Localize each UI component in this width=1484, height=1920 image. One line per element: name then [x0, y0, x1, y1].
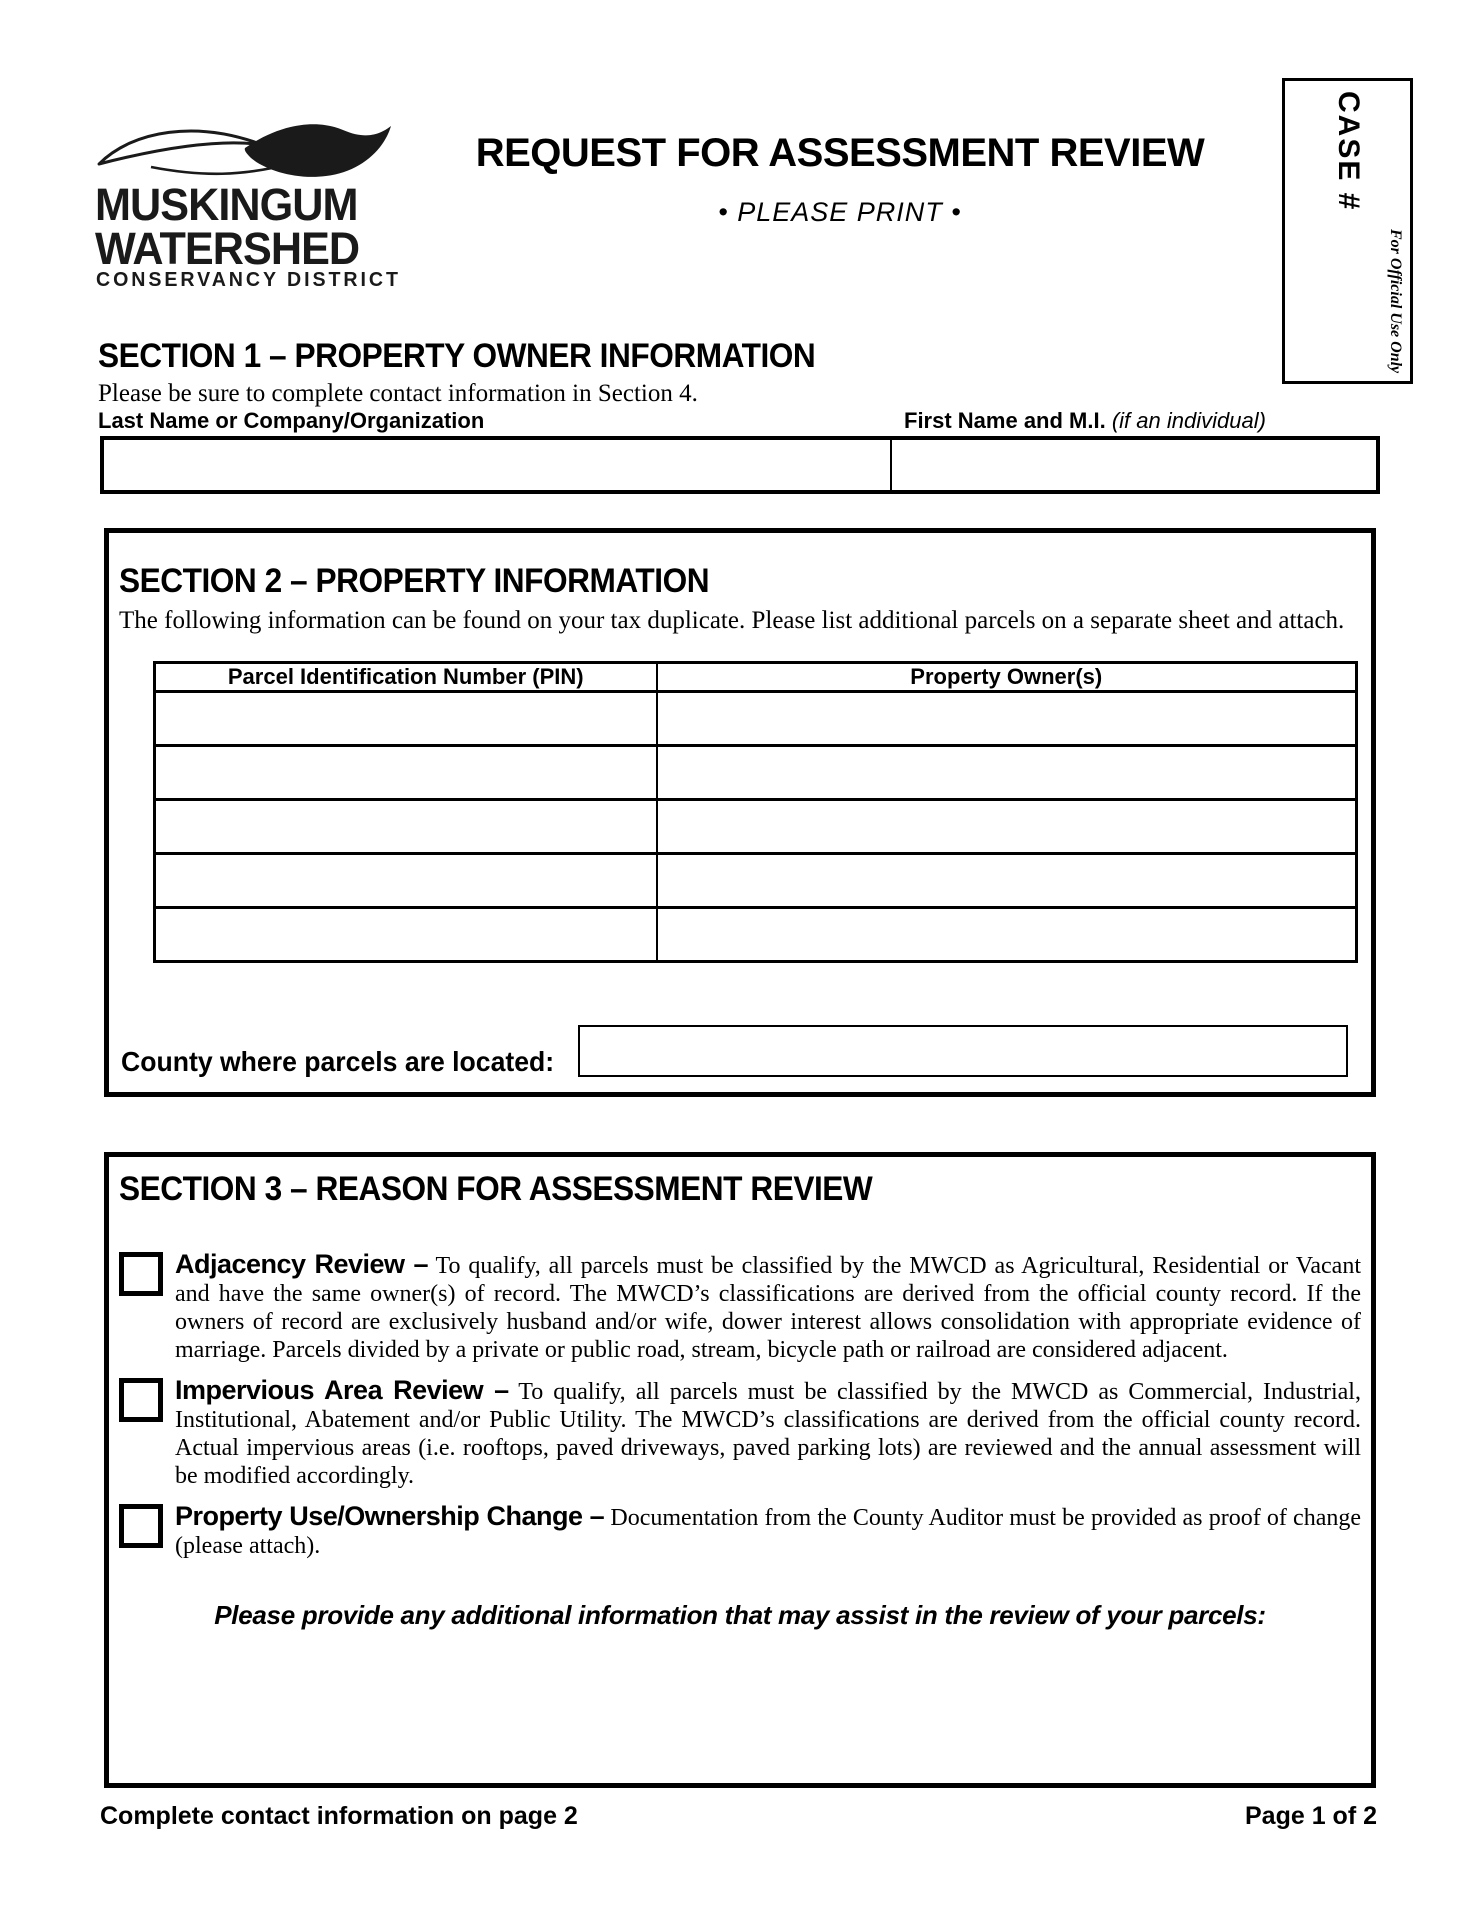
- review-options: [119, 1250, 1361, 1560]
- section2-property-information: [104, 528, 1376, 1097]
- logo-text-watershed: WATERSHED: [95, 223, 360, 274]
- section2-heading: SECTION 2 – PROPERTY INFORMATION: [119, 562, 710, 600]
- adjacency-review-text: [175, 1250, 1361, 1364]
- property-use-change-label: Property Use/Ownership Change –: [175, 1501, 605, 1532]
- section3-reason-for-review: [104, 1152, 1376, 1788]
- section1-subtitle: Please be sure to complete contact information in Section 4.: [98, 380, 698, 407]
- county-label: County where parcels are located:: [121, 1046, 555, 1077]
- owner-name-input-row: [100, 436, 1380, 494]
- owner-input-cell[interactable]: [657, 908, 1357, 962]
- adjacency-review-description: To qualify, all parcels must be classified by the MWCD as Agricultural, Residential or Vacant and have the same owner(s) of record. The MWCD’s classifications are derived from the official county record. If the owners of record are exclusively husband and/or wife, dower interest allows consolidation with appropriate evidence of marriage. Parcels divided by a private or public road, stream, bicycle path or railroad are considered adjacent.: [175, 1253, 1361, 1364]
- first-name-label-note: (if an individual): [1111, 408, 1266, 433]
- table-row: [155, 800, 1357, 854]
- section1-heading: SECTION 1 – PROPERTY OWNER INFORMATION: [98, 337, 816, 375]
- adjacency-review-option: [119, 1250, 1361, 1364]
- property-use-change-checkbox[interactable]: [119, 1504, 163, 1548]
- last-name-label: Last Name or Company/Organization: [98, 408, 485, 433]
- pin-input-cell[interactable]: [155, 908, 657, 962]
- case-number-box[interactable]: [1282, 78, 1413, 384]
- impervious-area-review-checkbox[interactable]: [119, 1378, 163, 1422]
- impervious-area-review-text: [175, 1376, 1361, 1490]
- first-name-input[interactable]: [892, 440, 1376, 490]
- impervious-area-review-description: To qualify, all parcels must be classified by the MWCD as Commercial, Industrial, Institutional, Abatement and/or Public Utility. The MWCD’s classifications are derived from the official county record. Actual impervious areas (i.e. rooftops, paved driveways, paved parking lots) are reviewed and the annual assessment will be modified accordingly.: [175, 1379, 1361, 1490]
- owner-input-cell[interactable]: [657, 800, 1357, 854]
- page-number: Page 1 of 2: [1245, 1802, 1377, 1830]
- header-title-block: [420, 133, 1260, 228]
- pin-input-cell[interactable]: [155, 800, 657, 854]
- additional-info-area[interactable]: [119, 1631, 1361, 1783]
- last-name-input[interactable]: [104, 440, 890, 490]
- table-row: [155, 854, 1357, 908]
- property-use-change-text: [175, 1502, 1361, 1560]
- logo-text-muskingum: MUSKINGUM: [95, 179, 358, 230]
- form-title: REQUEST FOR ASSESSMENT REVIEW: [475, 131, 1205, 175]
- first-name-label: First Name and M.I. (if an individual): [904, 408, 1266, 433]
- pin-column-header: Parcel Identification Number (PIN): [155, 663, 657, 692]
- county-input[interactable]: [578, 1025, 1348, 1077]
- impervious-area-review-option: [119, 1376, 1361, 1490]
- table-row: [155, 692, 1357, 746]
- impervious-area-review-label: Impervious Area Review –: [175, 1375, 509, 1406]
- adjacency-review-checkbox[interactable]: [119, 1252, 163, 1296]
- owner-input-cell[interactable]: [657, 854, 1357, 908]
- pin-input-cell[interactable]: [155, 854, 657, 908]
- section3-heading: SECTION 3 – REASON FOR ASSESSMENT REVIEW: [119, 1170, 873, 1208]
- parcel-table: [153, 661, 1358, 963]
- owner-input-cell[interactable]: [657, 692, 1357, 746]
- additional-info-prompt: Please provide any additional information that may assist in the review of your parcels:: [214, 1600, 1266, 1631]
- section2-description: The following information can be found on your tax duplicate. Please list additional parcels on a separate sheet and attach.: [119, 607, 1345, 635]
- pin-input-cell[interactable]: [155, 692, 657, 746]
- official-use-only-note: For Official Use Only: [1387, 228, 1404, 373]
- case-number-label: CASE #: [1332, 91, 1365, 212]
- footer-note: Complete contact information on page 2: [100, 1802, 578, 1830]
- please-print-note: • PLEASE PRINT •: [718, 197, 962, 227]
- table-row: [155, 908, 1357, 962]
- table-row: [155, 746, 1357, 800]
- property-use-change-option: [119, 1502, 1361, 1560]
- owner-input-cell[interactable]: [657, 746, 1357, 800]
- property-use-change-description: Documentation from the County Auditor must be provided as proof of change (please attach).: [175, 1505, 1362, 1560]
- pin-input-cell[interactable]: [155, 746, 657, 800]
- logo-text-conservancy-district: CONSERVANCY DISTRICT: [96, 269, 401, 291]
- parcel-table-header-row: [155, 663, 1357, 692]
- adjacency-review-label: Adjacency Review –: [175, 1249, 428, 1280]
- owner-column-header: Property Owner(s): [657, 663, 1357, 692]
